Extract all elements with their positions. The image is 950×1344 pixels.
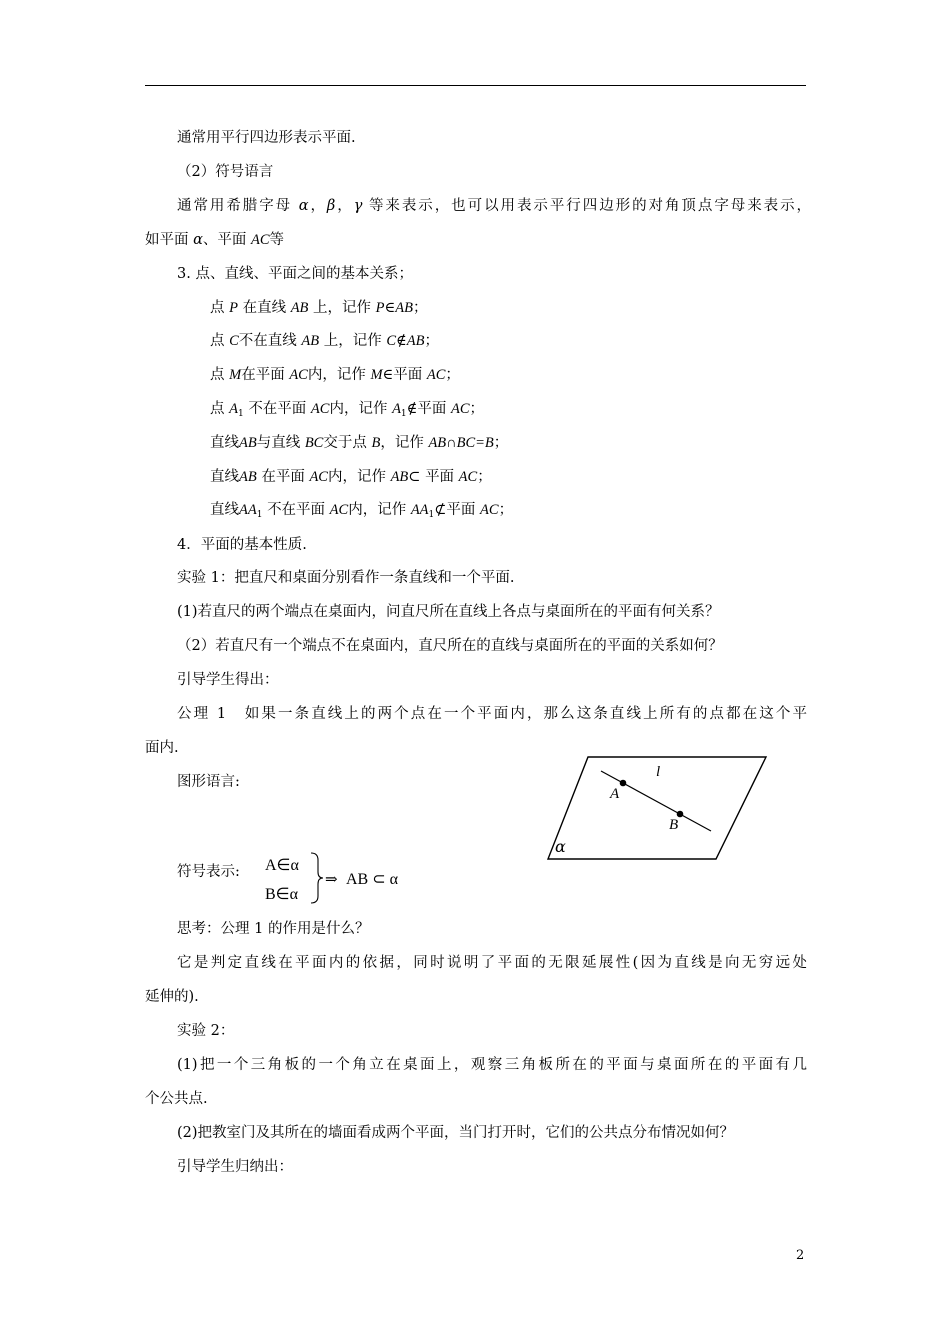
label-alpha: α — [555, 837, 566, 856]
text-line: 符号表示: — [177, 864, 240, 880]
text-line: 通常用平行四边形表示平面. — [177, 130, 356, 146]
text-line: 它是判定直线在平面内的依据，同时说明了平面的无限延展性(因为直线是向无穷远处 — [177, 955, 807, 971]
point-a-dot — [620, 780, 627, 787]
section-heading: 3. 点、直线、平面之间的基本关系； — [177, 266, 413, 282]
right-brace-icon — [311, 853, 323, 903]
relation-line: 直线AB 在平面 AC内，记作 AB⊂ 平面 AC； — [210, 469, 492, 485]
text-line: （2）若直尺有一个端点不在桌面内，直尺所在的直线与桌面所在的平面的关系如何？ — [177, 638, 723, 654]
header-rule — [145, 85, 806, 86]
label-b: B — [669, 817, 679, 833]
text-line: 面内. — [145, 740, 179, 756]
premise-1: A∈α — [265, 857, 299, 874]
text-line: (1)把一个三角板的一个角立在桌面上，观察三角板所在的平面与桌面所在的平面有几 — [177, 1057, 807, 1073]
relation-line: 点 P 在直线 AB 上，记作 P∈AB； — [210, 300, 428, 316]
text-line: 引导学生归纳出： — [177, 1159, 293, 1175]
text-line: 延伸的). — [145, 989, 199, 1005]
premise-2: B∈α — [265, 886, 298, 903]
text-line: (1)若直尺的两个端点在桌面内，问直尺所在直线上各点与桌面所在的平面有何关系？ — [177, 604, 720, 620]
axiom-text: 公理 1 如果一条直线上的两个点在一个平面内，那么这条直线上所有的点都在这个平 — [177, 706, 807, 722]
relation-line: 直线AB与直线 BC交于点 B，记作 AB∩BC=B； — [210, 435, 509, 451]
text-line: 实验 1：把直尺和桌面分别看作一条直线和一个平面. — [177, 570, 515, 586]
plane-figure — [545, 752, 771, 864]
text-line: 引导学生得出： — [177, 672, 279, 688]
text-line: 通常用希腊字母 α，β，γ 等来表示，也可以用表示平行四边形的对角顶点字母来表示， — [177, 198, 812, 214]
conclusion: AB ⊂ α — [346, 871, 399, 888]
text-line: 思考：公理 1 的作用是什么？ — [177, 921, 370, 937]
section-heading: （2）符号语言 — [177, 164, 274, 180]
symbolic-expression — [262, 850, 412, 908]
relation-line: 点 M在平面 AC内，记作 M∈平面 AC； — [210, 367, 460, 383]
text-line: 如平面 α、平面 AC等 — [145, 232, 285, 248]
relation-line: 点 $A_1$ 不在平面 AC内，记作 $A_1\notin$平面 AC； — [210, 401, 485, 419]
text-line: 实验 2： — [177, 1023, 235, 1039]
text-line: (2)把教室门及其所在的墙面看成两个平面，当门打开时，它们的公共点分布情况如何？ — [177, 1125, 735, 1141]
page-number: 2 — [796, 1248, 805, 1263]
label-a: A — [610, 786, 620, 802]
label-l: l — [656, 764, 661, 780]
relation-line: 直线$AA_1$ 不在平面 AC内，记作 $AA_1⊄$平面 AC； — [210, 502, 514, 520]
text-line: 图形语言: — [177, 774, 240, 790]
relation-line: 点 C不在直线 AB 上，记作 C∉AB； — [210, 333, 439, 349]
implies-icon: ⇒ — [325, 870, 338, 888]
section-heading: 4．平面的基本性质. — [177, 537, 307, 553]
text-line: 个公共点. — [145, 1091, 208, 1107]
